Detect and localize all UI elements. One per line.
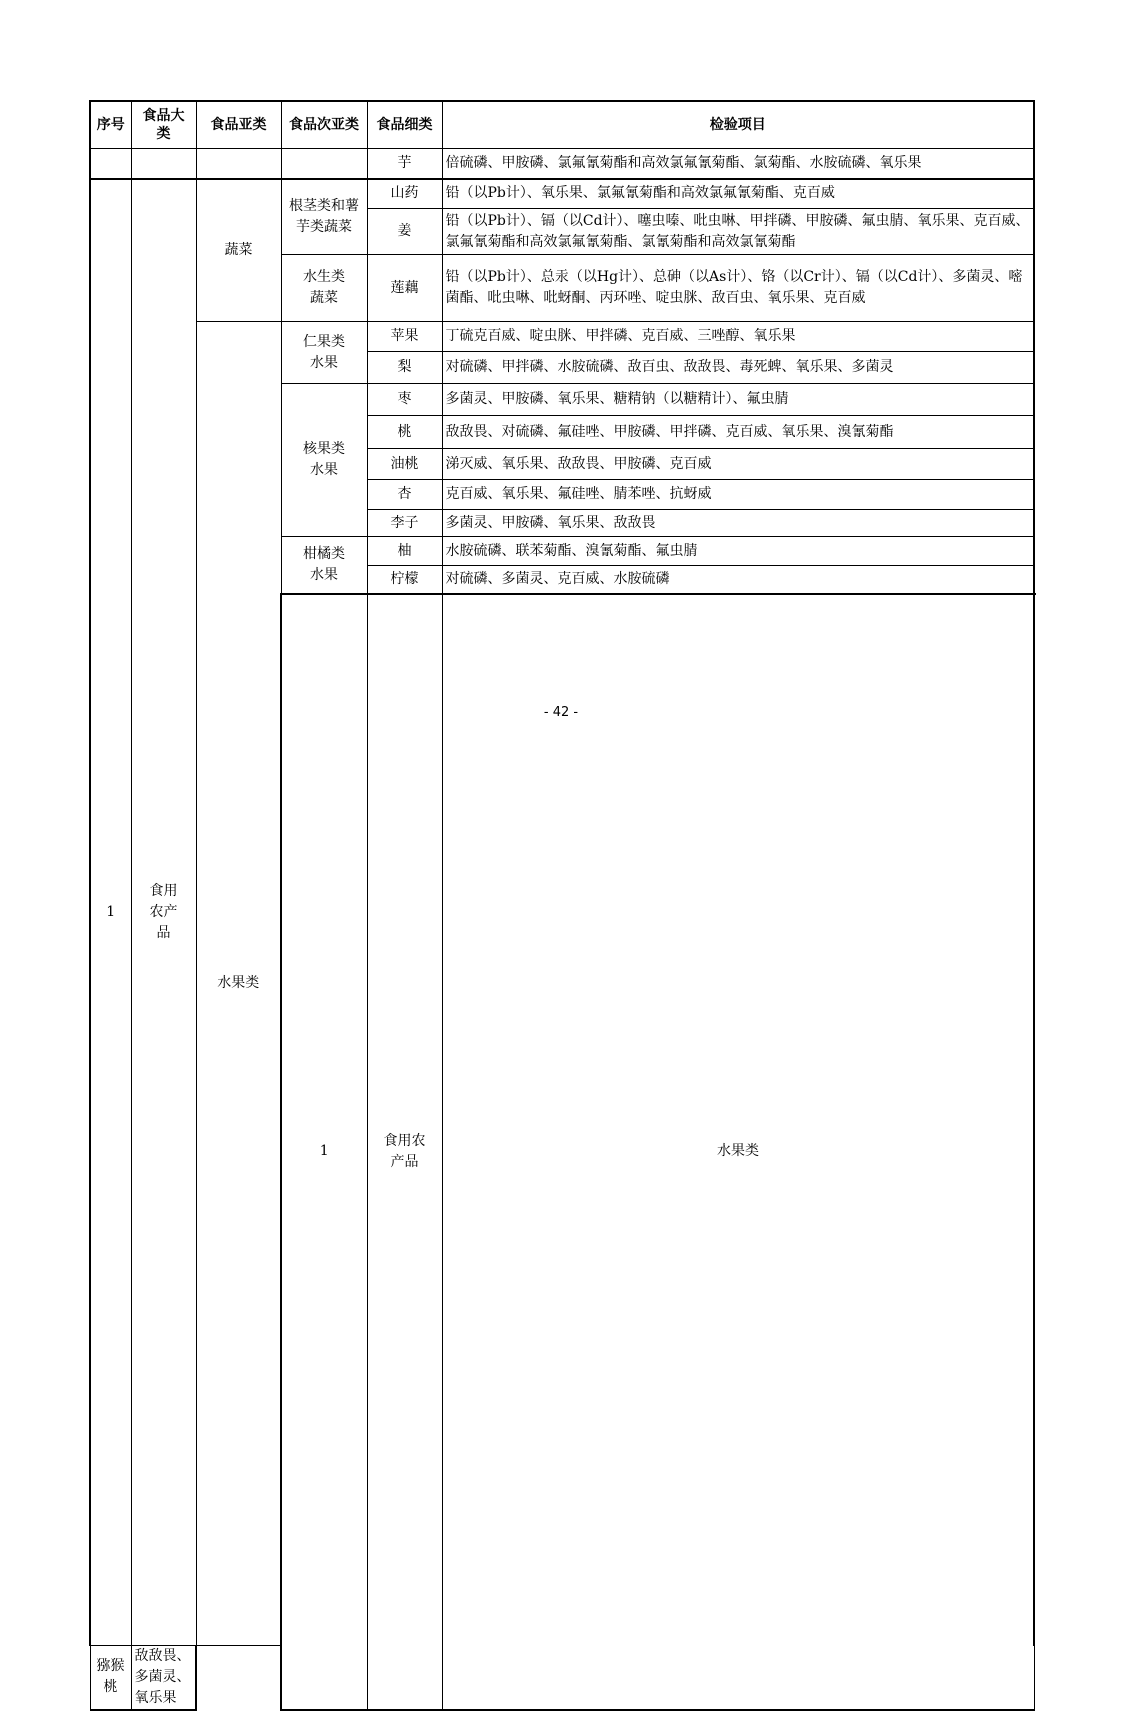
cell-items: 多菌灵、甲胺磷、氧乐果、糖精钠（以糖精计）、氟虫腈 — [442, 384, 1034, 416]
cell-items: 敌敌畏、多菌灵、氧乐果 — [131, 1645, 196, 1710]
cell-items: 铅（以Pb计）、氧乐果、氯氟氰菊酯和高效氯氟氰菊酯、克百威 — [442, 179, 1034, 209]
header-no: 序号 — [90, 101, 131, 149]
header-row — [90, 101, 1034, 149]
cell-secondary-pome: 仁果类水果 — [281, 322, 367, 384]
cell-category-empty — [131, 149, 196, 179]
cell-detail: 姜 — [367, 209, 442, 255]
cell-detail: 苹果 — [367, 322, 442, 352]
cell-items: 敌敌畏、对硫磷、氟硅唑、甲胺磷、甲拌磷、克百威、氧乐果、溴氰菊酯 — [442, 416, 1034, 449]
cell-secondary-empty — [281, 149, 367, 179]
cell-detail: 山药 — [367, 179, 442, 209]
cell-items: 涕灭威、氧乐果、敌敌畏、甲胺磷、克百威 — [442, 449, 1034, 480]
header-category: 食品大类 — [131, 101, 196, 149]
cell-category: 食用农产品 — [131, 179, 196, 1646]
cell-detail: 猕猴桃 — [90, 1645, 131, 1710]
cell-detail: 梨 — [367, 352, 442, 384]
cell-secondary-citrus: 柑橘类水果 — [281, 537, 367, 594]
inspection-table — [89, 100, 1035, 1711]
cell-detail: 柚 — [367, 537, 442, 566]
header-subcategory: 食品亚类 — [196, 101, 281, 149]
cell-items: 丁硫克百威、啶虫脒、甲拌磷、克百威、三唑醇、氧乐果 — [442, 322, 1034, 352]
cell-detail: 李子 — [367, 510, 442, 537]
cell-subcategory-fruit: 水果类 — [196, 322, 281, 1646]
cell-category: 食用农产品 — [367, 594, 442, 1710]
table-row — [90, 179, 1034, 209]
header-items: 检验项目 — [442, 101, 1034, 149]
cell-items: 铅（以Pb计）、总汞（以Hg计）、总砷（以As计）、铬（以Cr计）、镉（以Cd计）、多菌灵、嘧菌酯、吡虫啉、吡蚜酮、丙环唑、啶虫脒、敌百虫、氧乐果、克百威 — [442, 255, 1034, 322]
cell-detail: 枣 — [367, 384, 442, 416]
page-number: - 42 - — [543, 705, 579, 720]
cell-no: 1 — [90, 179, 131, 1646]
cell-detail: 莲藕 — [367, 255, 442, 322]
cell-items: 对硫磷、甲拌磷、水胺硫磷、敌百虫、敌敌畏、毒死蜱、氧乐果、多菌灵 — [442, 352, 1034, 384]
header-secondary: 食品次亚类 — [281, 101, 367, 149]
cell-secondary-aquatic: 水生类蔬菜 — [281, 255, 367, 322]
cell-items: 铅（以Pb计）、镉（以Cd计）、噻虫嗪、吡虫啉、甲拌磷、甲胺磷、氟虫腈、氧乐果、克百威、氯氟氰菊酯和高效氯氟氰菊酯、氯氰菊酯和高效氯氰菊酯 — [442, 209, 1034, 255]
cell-detail: 油桃 — [367, 449, 442, 480]
cell-detail: 杏 — [367, 480, 442, 510]
table-row — [90, 322, 1034, 352]
cell-items: 对硫磷、多菌灵、克百威、水胺硫磷 — [442, 566, 1034, 594]
cell-items: 倍硫磷、甲胺磷、氯氟氰菊酯和高效氯氟氰菊酯、氯菊酯、水胺硫磷、氧乐果 — [442, 149, 1034, 179]
cell-items: 水胺硫磷、联苯菊酯、溴氰菊酯、氟虫腈 — [442, 537, 1034, 566]
cell-detail: 柠檬 — [367, 566, 442, 594]
cell-subcategory-fruit: 水果类 — [442, 594, 1034, 1710]
cell-secondary-stone: 核果类水果 — [281, 384, 367, 537]
cell-subcategory-empty — [196, 149, 281, 179]
table-row — [90, 149, 1034, 179]
cell-detail: 芋 — [367, 149, 442, 179]
header-detail: 食品细类 — [367, 101, 442, 149]
cell-no: 1 — [281, 594, 367, 1710]
cell-no-empty — [90, 149, 131, 179]
cell-detail: 桃 — [367, 416, 442, 449]
cell-secondary-root: 根茎类和薯芋类蔬菜 — [281, 179, 367, 255]
cell-items: 克百威、氧乐果、氟硅唑、腈苯唑、抗蚜威 — [442, 480, 1034, 510]
cell-subcategory-veg: 蔬菜 — [196, 179, 281, 322]
cell-items: 多菌灵、甲胺磷、氧乐果、敌敌畏 — [442, 510, 1034, 537]
